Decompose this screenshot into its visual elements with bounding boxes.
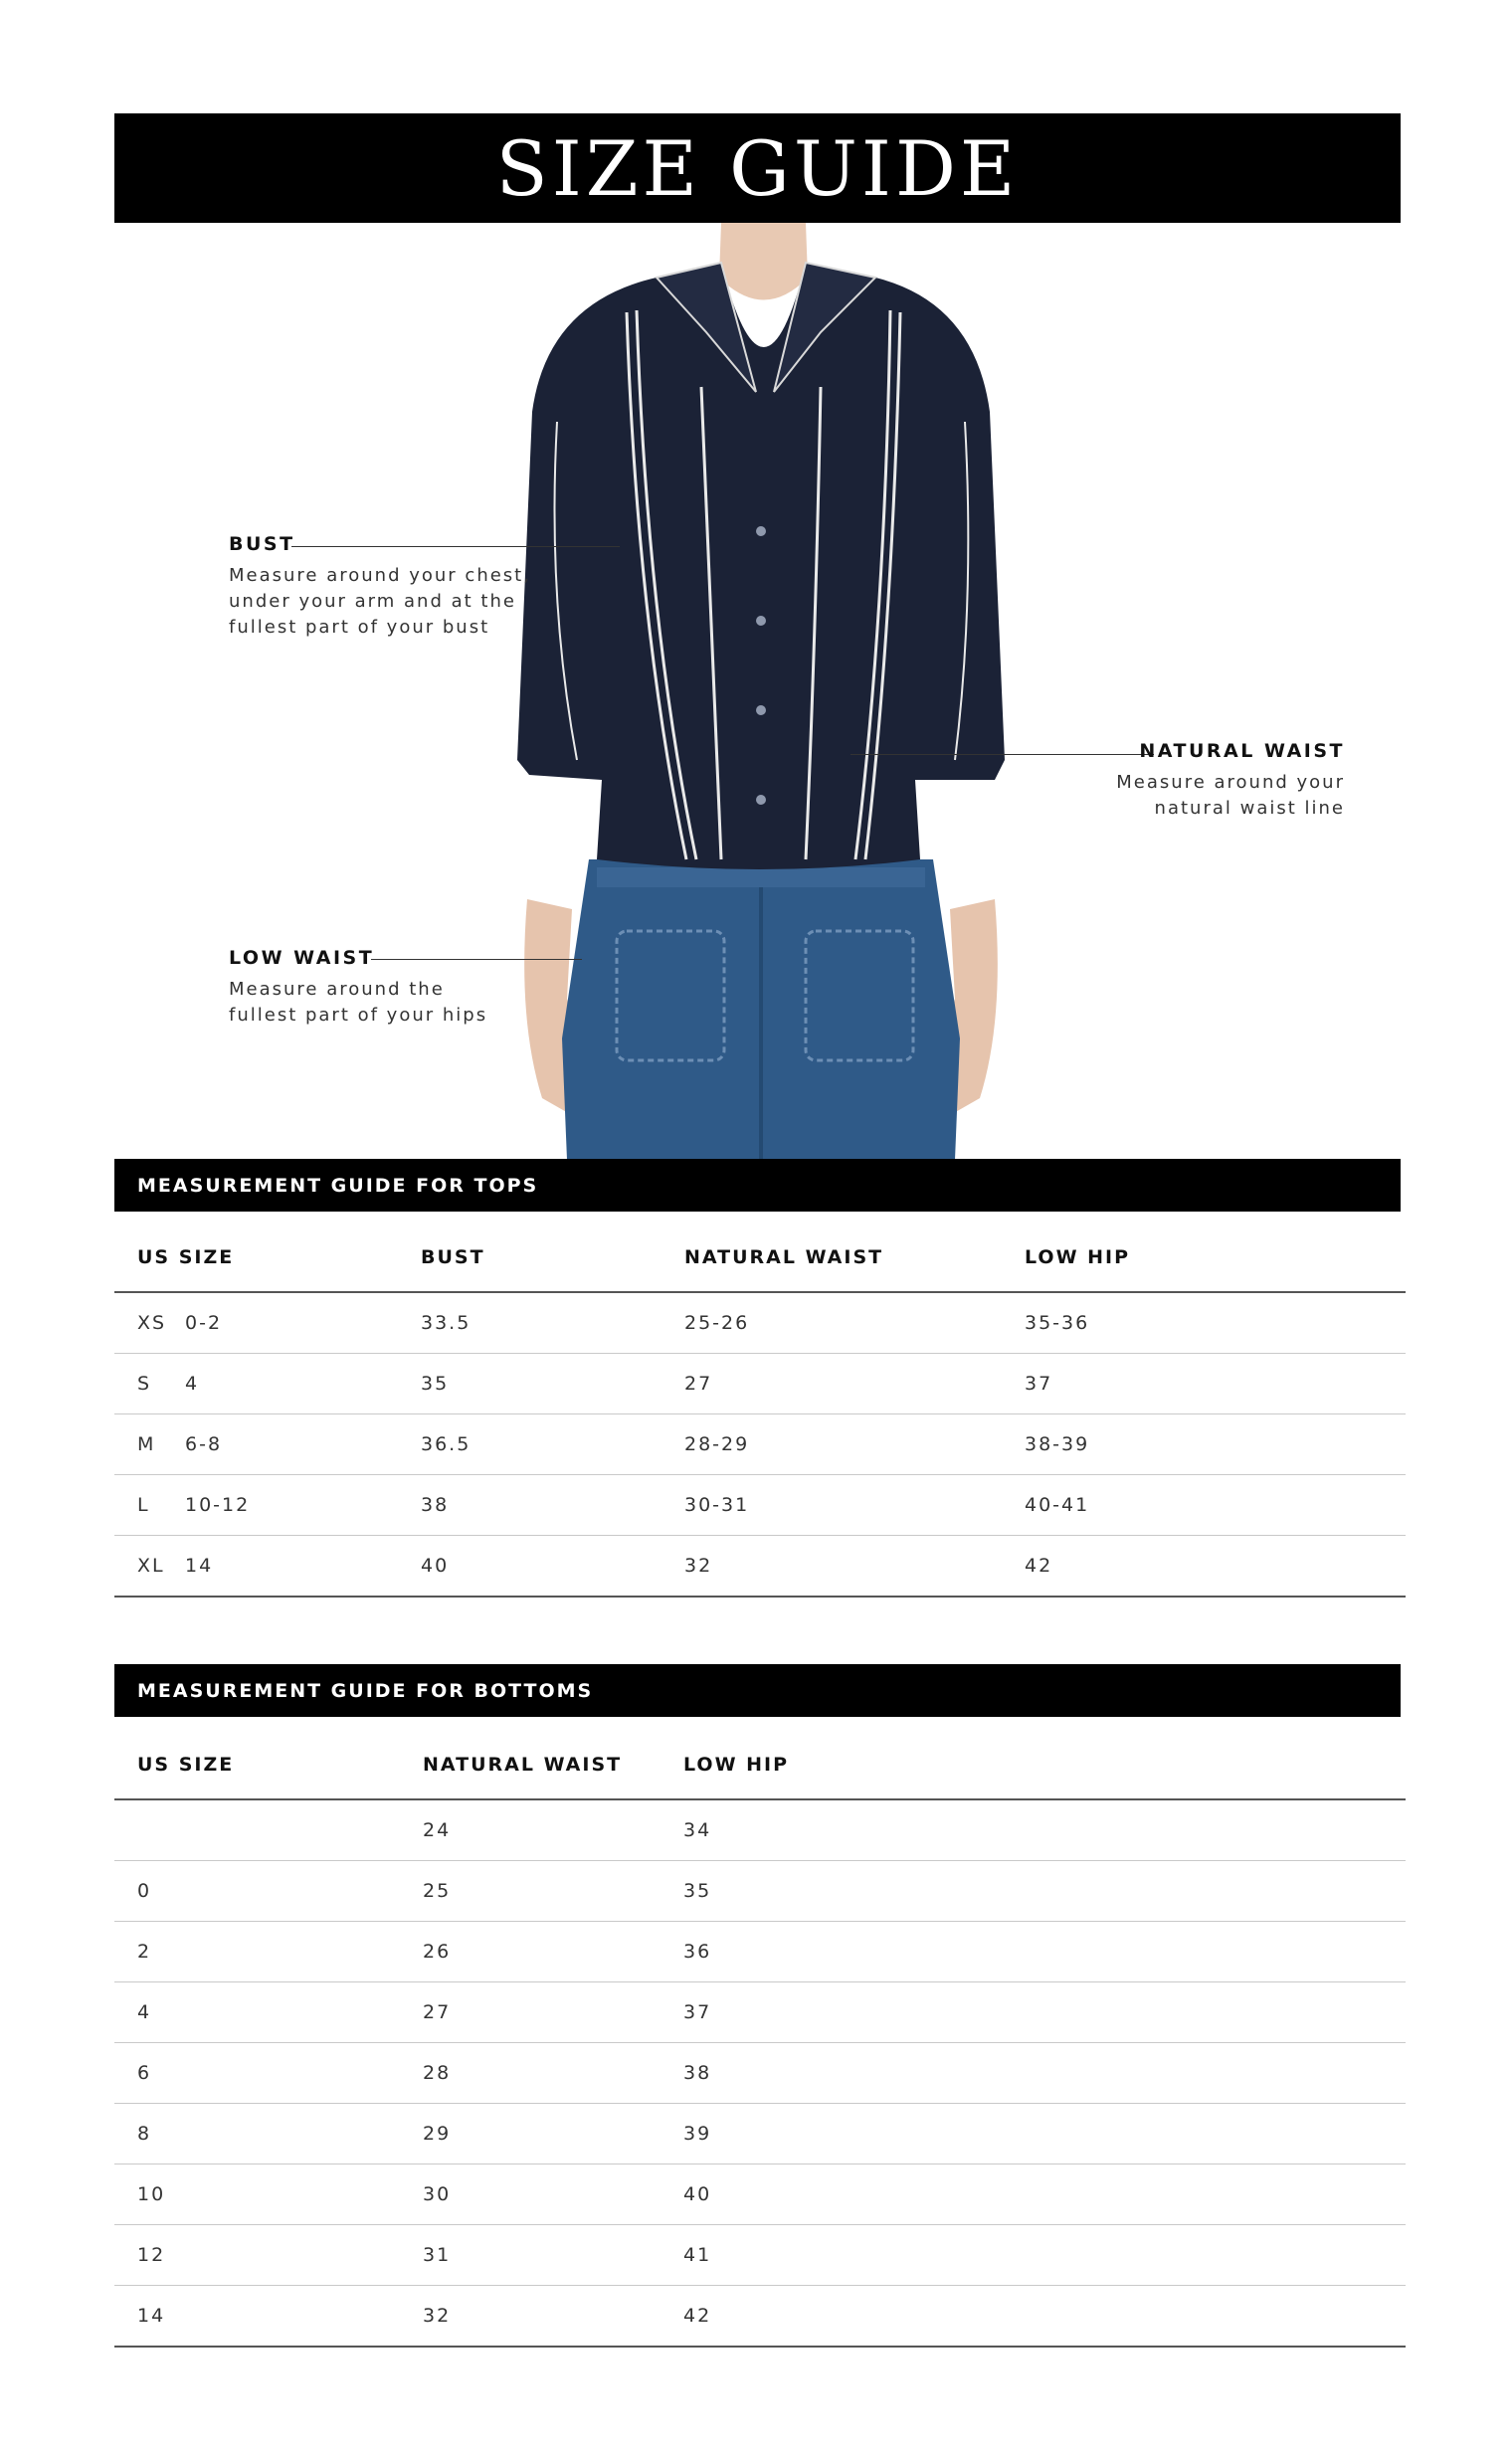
natural-waist-leader-line (850, 754, 1154, 755)
tops-section-title: MEASUREMENT GUIDE FOR TOPS (137, 1174, 539, 1197)
bust-cell: 40 (421, 1536, 684, 1598)
column-header-us-size: US SIZE (114, 1224, 421, 1292)
natural-waist-cell: 27 (684, 1354, 1025, 1414)
low-waist-callout (229, 947, 487, 1029)
natural-waist-label: NATURAL WAIST (1139, 740, 1345, 762)
column-header-us-size: US SIZE (114, 1731, 423, 1799)
size-number: 14 (185, 1555, 214, 1577)
natural-waist-cell: 25-26 (684, 1292, 1025, 1354)
page-title: SIZE GUIDE (495, 123, 1020, 213)
size-cell (114, 1799, 423, 1861)
bust-label: BUST (229, 533, 295, 555)
table-header-row (114, 1731, 1406, 1799)
natural-waist-cell: 30 (423, 2165, 683, 2225)
low-hip-cell: 38 (683, 2043, 1406, 2104)
size-cell: 6 (114, 2043, 423, 2104)
bottoms-section-header (114, 1664, 1401, 1717)
natural-waist-cell: 28-29 (684, 1414, 1025, 1475)
low-hip-cell: 42 (683, 2286, 1406, 2348)
natural-waist-cell: 29 (423, 2104, 683, 2165)
tops-size-table (114, 1224, 1406, 1598)
low-hip-cell: 39 (683, 2104, 1406, 2165)
natural-waist-cell: 31 (423, 2225, 683, 2286)
size-cell: 14 (114, 2286, 423, 2348)
low-waist-label: LOW WAIST (229, 947, 375, 969)
size-letter: L (137, 1494, 150, 1516)
table-row (114, 2286, 1406, 2348)
tops-section-header (114, 1159, 1401, 1212)
table-row (114, 2225, 1406, 2286)
low-hip-cell: 40-41 (1025, 1475, 1406, 1536)
size-number: 10-12 (185, 1494, 251, 1516)
size-letter: XL (137, 1555, 165, 1577)
low-hip-cell: 40 (683, 2165, 1406, 2225)
natural-waist-cell: 28 (423, 2043, 683, 2104)
size-number: 6-8 (185, 1433, 223, 1455)
bottoms-section-title: MEASUREMENT GUIDE FOR BOTTOMS (137, 1679, 594, 1702)
table-row (114, 1292, 1406, 1354)
table-row (114, 1982, 1406, 2043)
bust-description: Measure around your chest, under your arm and at the fullest part of your bust (229, 565, 531, 638)
column-header-natural-waist: NATURAL WAIST (684, 1224, 1025, 1292)
table-row (114, 1799, 1406, 1861)
size-cell: 2 (114, 1922, 423, 1982)
table-row (114, 1861, 1406, 1922)
natural-waist-cell: 30-31 (684, 1475, 1025, 1536)
bust-callout (229, 533, 531, 641)
size-letter: S (137, 1373, 152, 1395)
size-number: 0-2 (185, 1312, 223, 1334)
column-header-low-hip: LOW HIP (1025, 1224, 1406, 1292)
size-cell: 0 (114, 1861, 423, 1922)
bust-cell: 33.5 (421, 1292, 684, 1354)
natural-waist-description: Measure around your natural waist line (1116, 772, 1345, 819)
low-hip-cell: 38-39 (1025, 1414, 1406, 1475)
table-row (114, 2043, 1406, 2104)
size-cell (114, 1536, 421, 1598)
low-hip-cell: 35 (683, 1861, 1406, 1922)
size-cell: 12 (114, 2225, 423, 2286)
size-letter: M (137, 1433, 156, 1455)
low-hip-cell: 34 (683, 1799, 1406, 1861)
table-row (114, 1536, 1406, 1598)
column-header-low-hip: LOW HIP (683, 1731, 1406, 1799)
bust-cell: 38 (421, 1475, 684, 1536)
size-cell (114, 1475, 421, 1536)
table-row (114, 1475, 1406, 1536)
model-photo (517, 223, 1005, 1160)
size-cell (114, 1414, 421, 1475)
natural-waist-cell: 27 (423, 1982, 683, 2043)
table-header-row (114, 1224, 1406, 1292)
size-letter: XS (137, 1312, 167, 1334)
low-hip-cell: 42 (1025, 1536, 1406, 1598)
low-hip-cell: 35-36 (1025, 1292, 1406, 1354)
low-hip-cell: 37 (683, 1982, 1406, 2043)
natural-waist-cell: 25 (423, 1861, 683, 1922)
column-header-natural-waist: NATURAL WAIST (423, 1731, 683, 1799)
low-waist-description: Measure around the fullest part of your hips (229, 979, 488, 1026)
table-row (114, 1922, 1406, 1982)
natural-waist-callout (1116, 740, 1345, 822)
low-hip-cell: 41 (683, 2225, 1406, 2286)
table-row (114, 1354, 1406, 1414)
size-number: 4 (185, 1373, 200, 1395)
natural-waist-cell: 32 (684, 1536, 1025, 1598)
table-row (114, 1414, 1406, 1475)
size-cell: 10 (114, 2165, 423, 2225)
size-cell (114, 1292, 421, 1354)
table-row (114, 2165, 1406, 2225)
size-cell (114, 1354, 421, 1414)
bottoms-size-table (114, 1731, 1406, 2348)
size-cell: 4 (114, 1982, 423, 2043)
natural-waist-cell: 24 (423, 1799, 683, 1861)
natural-waist-cell: 32 (423, 2286, 683, 2348)
bust-cell: 35 (421, 1354, 684, 1414)
size-cell: 8 (114, 2104, 423, 2165)
low-hip-cell: 36 (683, 1922, 1406, 1982)
bust-cell: 36.5 (421, 1414, 684, 1475)
table-row (114, 2104, 1406, 2165)
natural-waist-cell: 26 (423, 1922, 683, 1982)
low-hip-cell: 37 (1025, 1354, 1406, 1414)
title-bar (114, 113, 1401, 223)
column-header-bust: BUST (421, 1224, 684, 1292)
